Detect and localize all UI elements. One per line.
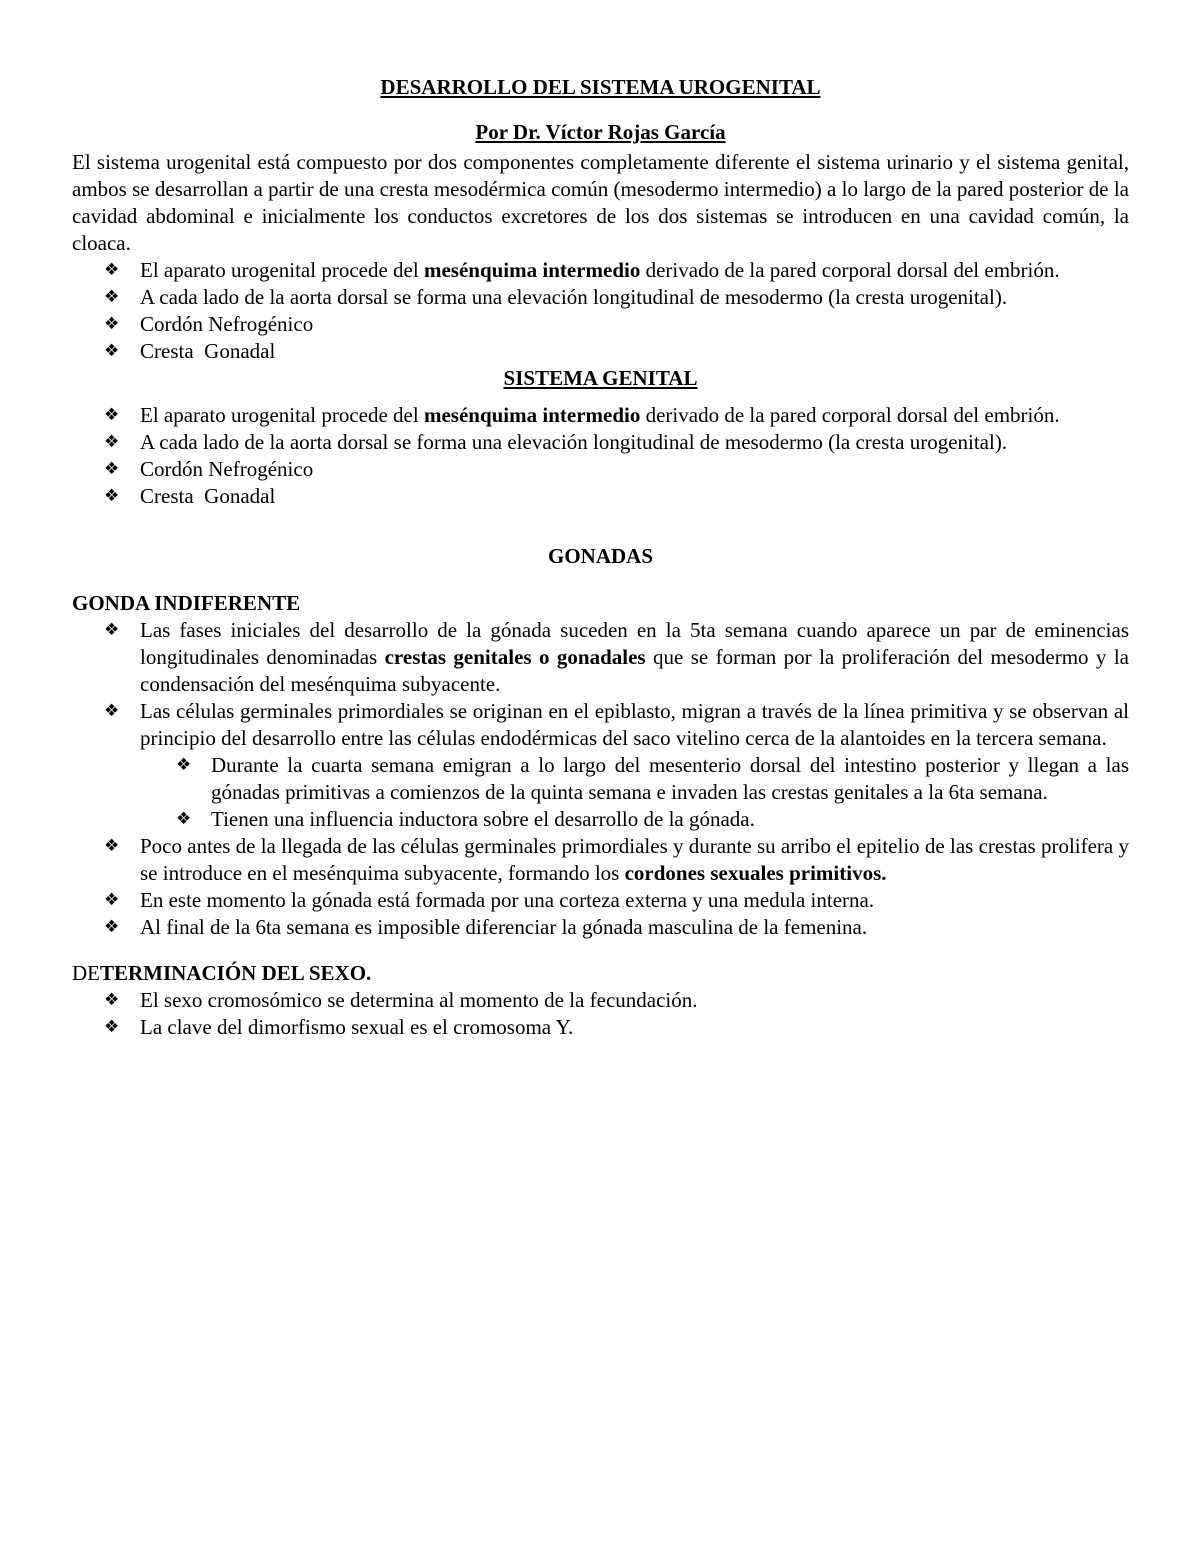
list-item: ❖ Poco antes de la llegada de las células germinales primordiales y durante su arribo el epitelio de las crestas prolifera y se introduce en el mesénquima subyacente, formando los cordones sexuales primitivos.	[104, 834, 1129, 885]
diamond-bullet-icon: ❖	[104, 990, 120, 1010]
genital-bullet-list	[72, 402, 1129, 510]
list-item: ❖ El aparato urogenital procede del mesénquima intermedio derivado de la pared corporal dorsal del embrión.	[104, 258, 1060, 282]
diamond-bullet-icon: ❖	[104, 314, 120, 334]
diamond-bullet-icon: ❖	[176, 755, 192, 775]
bold-term: cordones sexuales primitivos.	[624, 861, 887, 885]
diamond-bullet-icon: ❖	[104, 287, 120, 307]
list-item: ❖ A cada lado de la aorta dorsal se forma una elevación longitudinal de mesodermo (la cresta urogenital).	[104, 285, 1008, 309]
diamond-bullet-icon: ❖	[104, 459, 120, 479]
diamond-bullet-icon: ❖	[104, 1017, 120, 1037]
list-item: ❖ El sexo cromosómico se determina al momento de la fecundación.	[104, 988, 698, 1012]
list-item: ❖ A cada lado de la aorta dorsal se forma una elevación longitudinal de mesodermo (la cresta urogenital).	[104, 430, 1008, 454]
diamond-bullet-icon: ❖	[104, 620, 120, 640]
list-item: ❖ Cordón Nefrogénico	[104, 457, 314, 481]
diamond-bullet-icon: ❖	[104, 917, 120, 937]
diamond-bullet-icon: ❖	[104, 405, 120, 425]
list-item: ❖ En este momento la gónada está formada por una corteza externa y una medula interna.	[104, 888, 875, 912]
diamond-bullet-icon: ❖	[104, 836, 120, 856]
list-item: ❖ El aparato urogenital procede del mesénquima intermedio derivado de la pared corporal dorsal del embrión.	[104, 403, 1060, 427]
subsection-heading-determinacion-sexo: DETERMINACIÓN DEL SEXO.	[72, 961, 372, 985]
diamond-bullet-icon: ❖	[176, 809, 192, 829]
list-item-nested: ❖ Tienen una influencia inductora sobre el desarrollo de la gónada.	[176, 807, 755, 831]
intro-paragraph: El sistema urogenital está compuesto por dos componentes completamente diferente el sistema urinario y el sistema genital, ambos se desarrollan a partir de una cresta mesodérmica común (mesodermo intermedio) a lo largo de la pared posterior de la cavidad abdominal e inicialmente los conductos excretores de los dos sistemas se introducen en una cavidad común, la cloaca.	[72, 150, 1129, 255]
document-page	[72, 74, 1129, 1041]
list-item-nested: ❖ Durante la cuarta semana emigran a lo largo del mesenterio dorsal del intestino posterior y llegan a las gónadas primitivas a comienzos de la quinta semana e invaden las crestas genitales a la 6ta semana.	[176, 753, 1129, 804]
intro-bullet-list	[72, 257, 1129, 365]
list-item: ❖ Al final de la 6ta semana es imposible diferenciar la gónada masculina de la femenina.	[104, 915, 868, 939]
section-heading-sistema-genital: SISTEMA GENITAL	[503, 366, 698, 390]
gonadas-bullet-list	[72, 617, 1129, 941]
diamond-bullet-icon: ❖	[104, 701, 120, 721]
sexo-bullet-list	[72, 987, 1129, 1041]
section-heading-gonadas: GONADAS	[547, 544, 653, 568]
document-title: DESARROLLO DEL SISTEMA UROGENITAL	[380, 75, 821, 99]
diamond-bullet-icon: ❖	[104, 486, 120, 506]
diamond-bullet-icon: ❖	[104, 260, 120, 280]
list-item: ❖ Cresta Gonadal	[104, 339, 276, 363]
list-item: ❖ Las células germinales primordiales se originan en el epiblasto, migran a través de la línea primitiva y se observan al principio del desarrollo entre las células endodérmicas del saco vitelino cerca de la alantoides en la tercera semana.	[104, 699, 1129, 750]
bold-term: crestas genitales o gonadales	[384, 645, 646, 669]
diamond-bullet-icon: ❖	[104, 890, 120, 910]
document-author: Por Dr. Víctor Rojas García	[475, 120, 726, 144]
diamond-bullet-icon: ❖	[104, 432, 120, 452]
diamond-bullet-icon: ❖	[104, 341, 120, 361]
bold-term: mesénquima intermedio	[423, 258, 641, 282]
list-item: ❖ La clave del dimorfismo sexual es el cromosoma Y.	[104, 1015, 574, 1039]
list-item: ❖ Las fases iniciales del desarrollo de la gónada suceden en la 5ta semana cuando aparece un par de eminencias longitudinales denominadas crestas genitales o gonadales que se forman por la proliferación del mesodermo y la condensación del mesénquima subyacente.	[104, 618, 1129, 696]
list-item: ❖ Cordón Nefrogénico	[104, 312, 314, 336]
bold-term: mesénquima intermedio	[423, 403, 641, 427]
list-item: ❖ Cresta Gonadal	[104, 484, 276, 508]
subsection-heading-gonada-indiferente: GONDA INDIFERENTE	[72, 591, 301, 615]
